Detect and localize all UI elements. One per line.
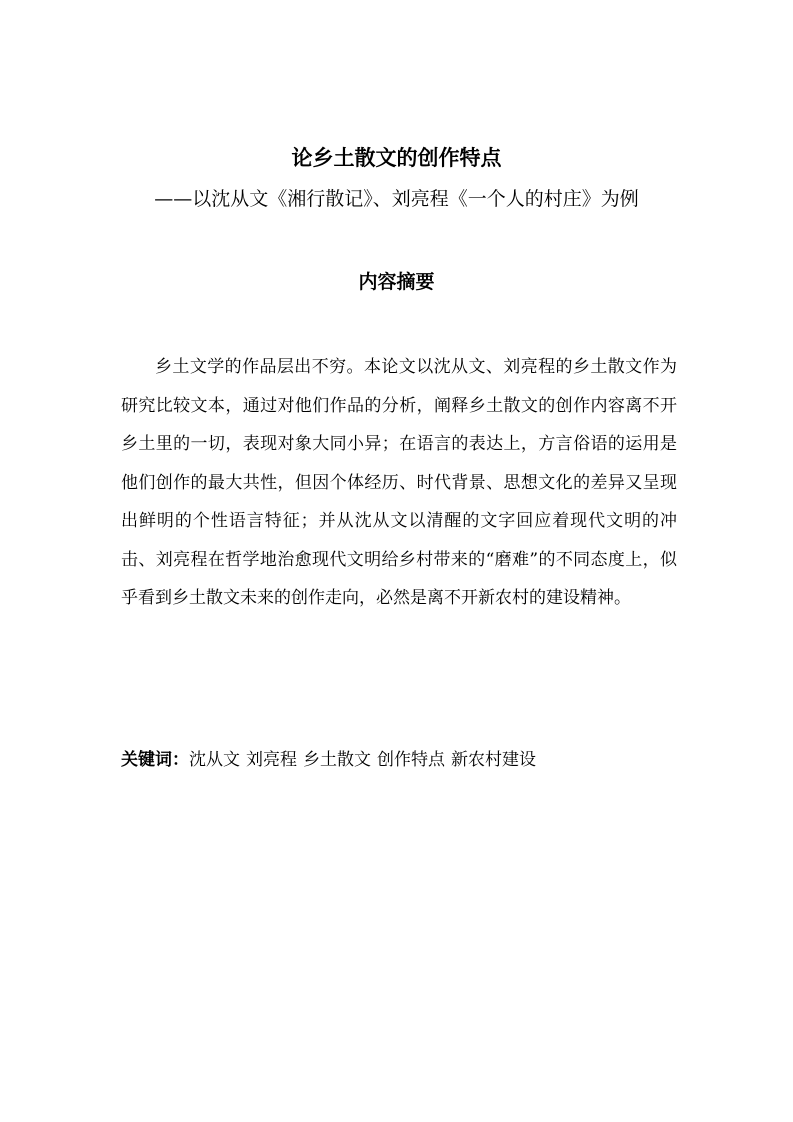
- keyword: 沈从文: [189, 750, 240, 770]
- keyword: 乡土散文: [303, 750, 371, 770]
- paper-title: 论乡土散文的创作特点: [291, 146, 502, 170]
- keyword: 创作特点: [377, 750, 445, 770]
- keywords-line: [121, 746, 677, 774]
- abstract-heading: 内容摘要: [358, 271, 435, 293]
- keywords-label: 关键词：: [121, 750, 189, 770]
- abstract-body: 乡土文学的作品层出不穷。本论文以沈从文、刘亮程的乡土散文作为研究比较文本，通过对他们作品的分析，阐释乡土散文的创作内容离不开乡土里的一切，表现对象大同小异；在语言的表达上，方言俗语的运用是他们创作的最大共性，但因个体经历、时代背景、思想文化的差异又呈现出鲜明的个性语言特征；并从沈从文以清醒的文字回应着现代文明的冲击、刘亮程在哲学地治愈现代文明给乡村带来的“磨难”的不同态度上，似乎看到乡土散文未来的创作走向，必然是离不开新农村的建设精神。: [121, 357, 677, 608]
- keyword: 新农村建设: [451, 750, 536, 770]
- paper-subtitle: ——以沈从文《湘行散记》、刘亮程《一个人的村庄》为例: [154, 188, 639, 210]
- keyword: 刘亮程: [246, 750, 297, 770]
